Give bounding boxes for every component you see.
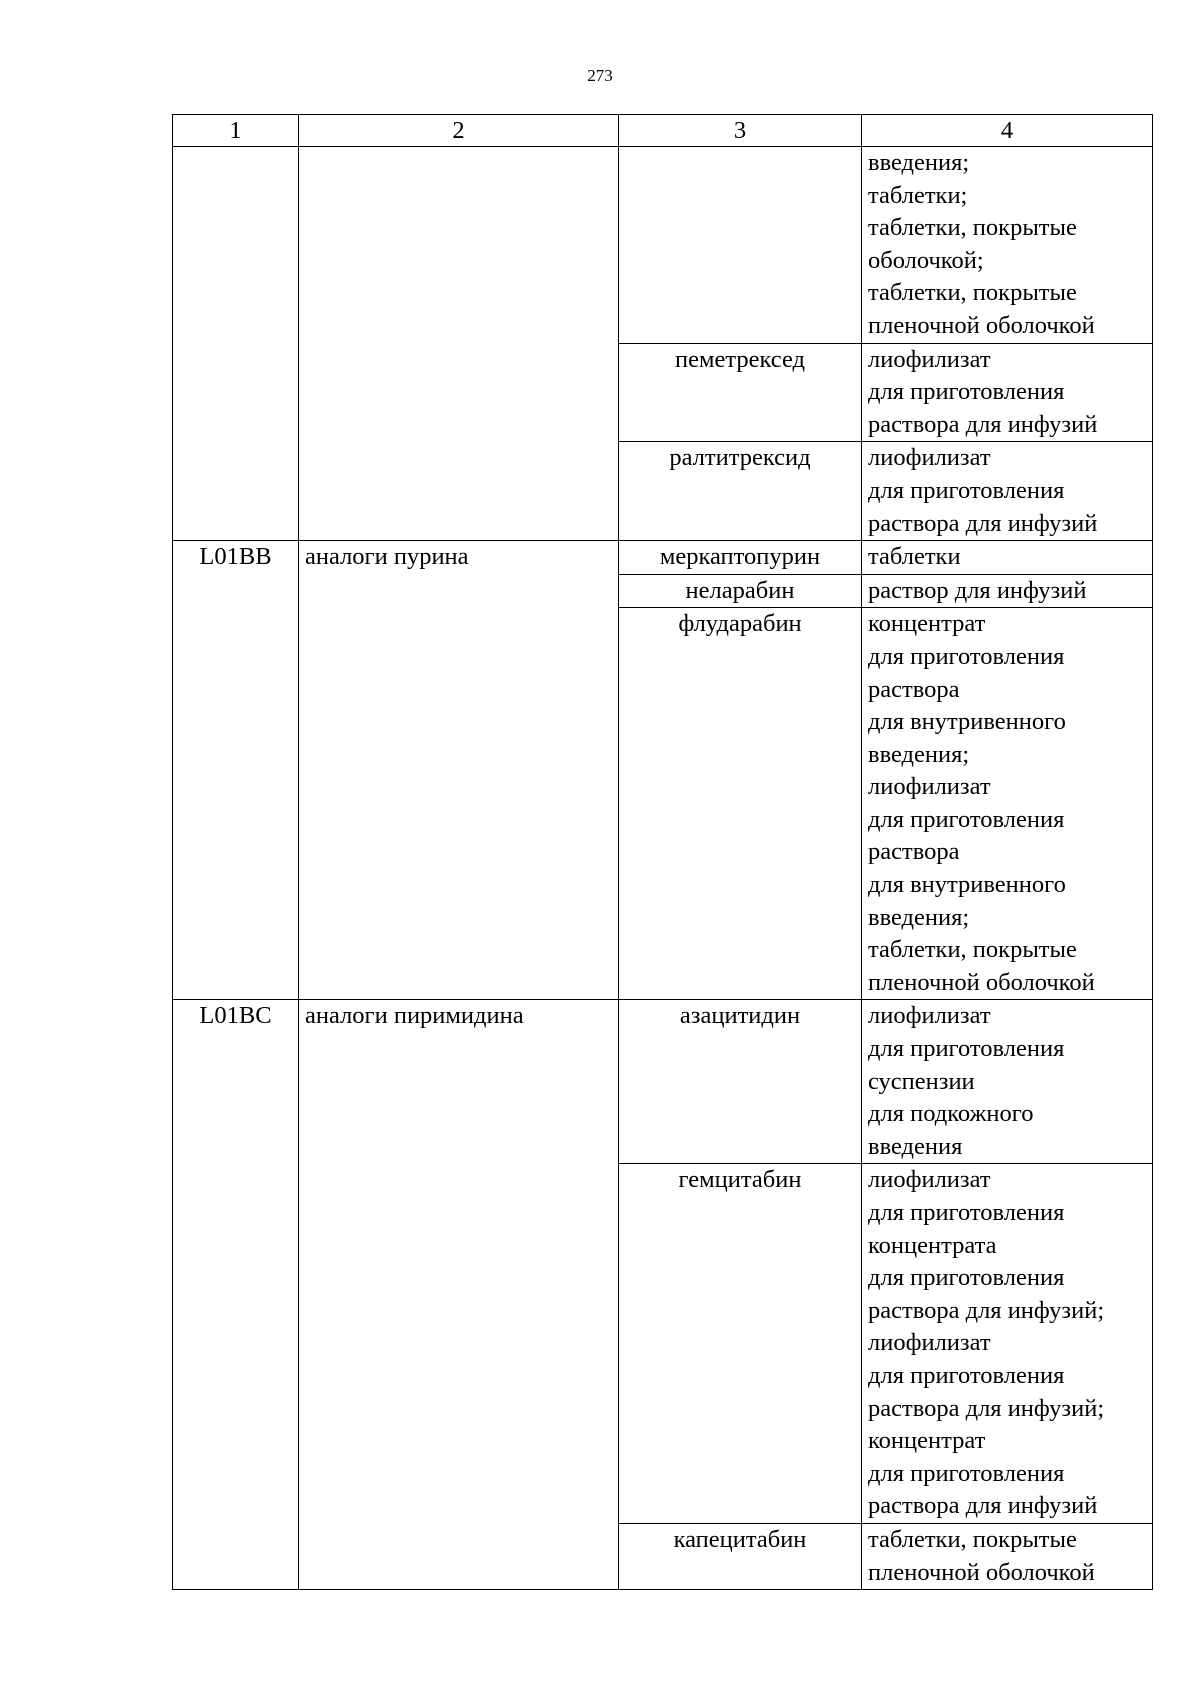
drug-name-cell: неларабин: [619, 574, 862, 608]
group-name-cell: аналоги пурина: [299, 541, 619, 1000]
column-header-2: 2: [299, 115, 619, 147]
dosage-form-cell: лиофилизат для приготовления раствора для инфузий: [862, 442, 1153, 541]
drug-name-cell: азацитидин: [619, 1000, 862, 1164]
code-cell-empty: [173, 147, 299, 541]
atc-code-cell: L01BC: [173, 1000, 299, 1590]
table-row: [173, 147, 1153, 344]
dosage-form-cell: лиофилизат для приготовления раствора для инфузий: [862, 343, 1153, 442]
column-header-1: 1: [173, 115, 299, 147]
column-header-3: 3: [619, 115, 862, 147]
dosage-form-cell: введения; таблетки; таблетки, покрытые оболочкой; таблетки, покрытые пленочной оболочкой: [862, 147, 1153, 344]
drug-name-cell: капецитабин: [619, 1523, 862, 1589]
page-number: 273: [587, 66, 613, 85]
dosage-form-cell: таблетки, покрытые пленочной оболочкой: [862, 1523, 1153, 1589]
column-header-4: 4: [862, 115, 1153, 147]
dosage-form-cell: лиофилизат для приготовления концентрата для приготовления раствора для инфузий; лиофилизат для приготовления раствора для инфузий; концентрат для приготовления раствора для инфузий: [862, 1164, 1153, 1524]
dosage-form-cell: лиофилизат для приготовления суспензии для подкожного введения: [862, 1000, 1153, 1164]
table-row: [173, 541, 1153, 575]
drug-table: [172, 114, 1153, 1590]
dosage-form-cell: концентрат для приготовления раствора для внутривенного введения; лиофилизат для приготовления раствора для внутривенного введения; таблетки, покрытые пленочной оболочкой: [862, 608, 1153, 1000]
drug-name-cell: ралтитрексид: [619, 442, 862, 541]
atc-code-cell: L01BB: [173, 541, 299, 1000]
table-header-row: [173, 115, 1153, 147]
drug-name-cell: пеметрексед: [619, 343, 862, 442]
table-row: [173, 1000, 1153, 1164]
drug-name-cell: меркаптопурин: [619, 541, 862, 575]
drug-cell-empty: [619, 147, 862, 344]
drug-name-cell: гемцитабин: [619, 1164, 862, 1524]
group-name-cell: аналоги пиримидина: [299, 1000, 619, 1590]
drug-name-cell: флударабин: [619, 608, 862, 1000]
group-cell-empty: [299, 147, 619, 541]
dosage-form-cell: таблетки: [862, 541, 1153, 575]
dosage-form-cell: раствор для инфузий: [862, 574, 1153, 608]
